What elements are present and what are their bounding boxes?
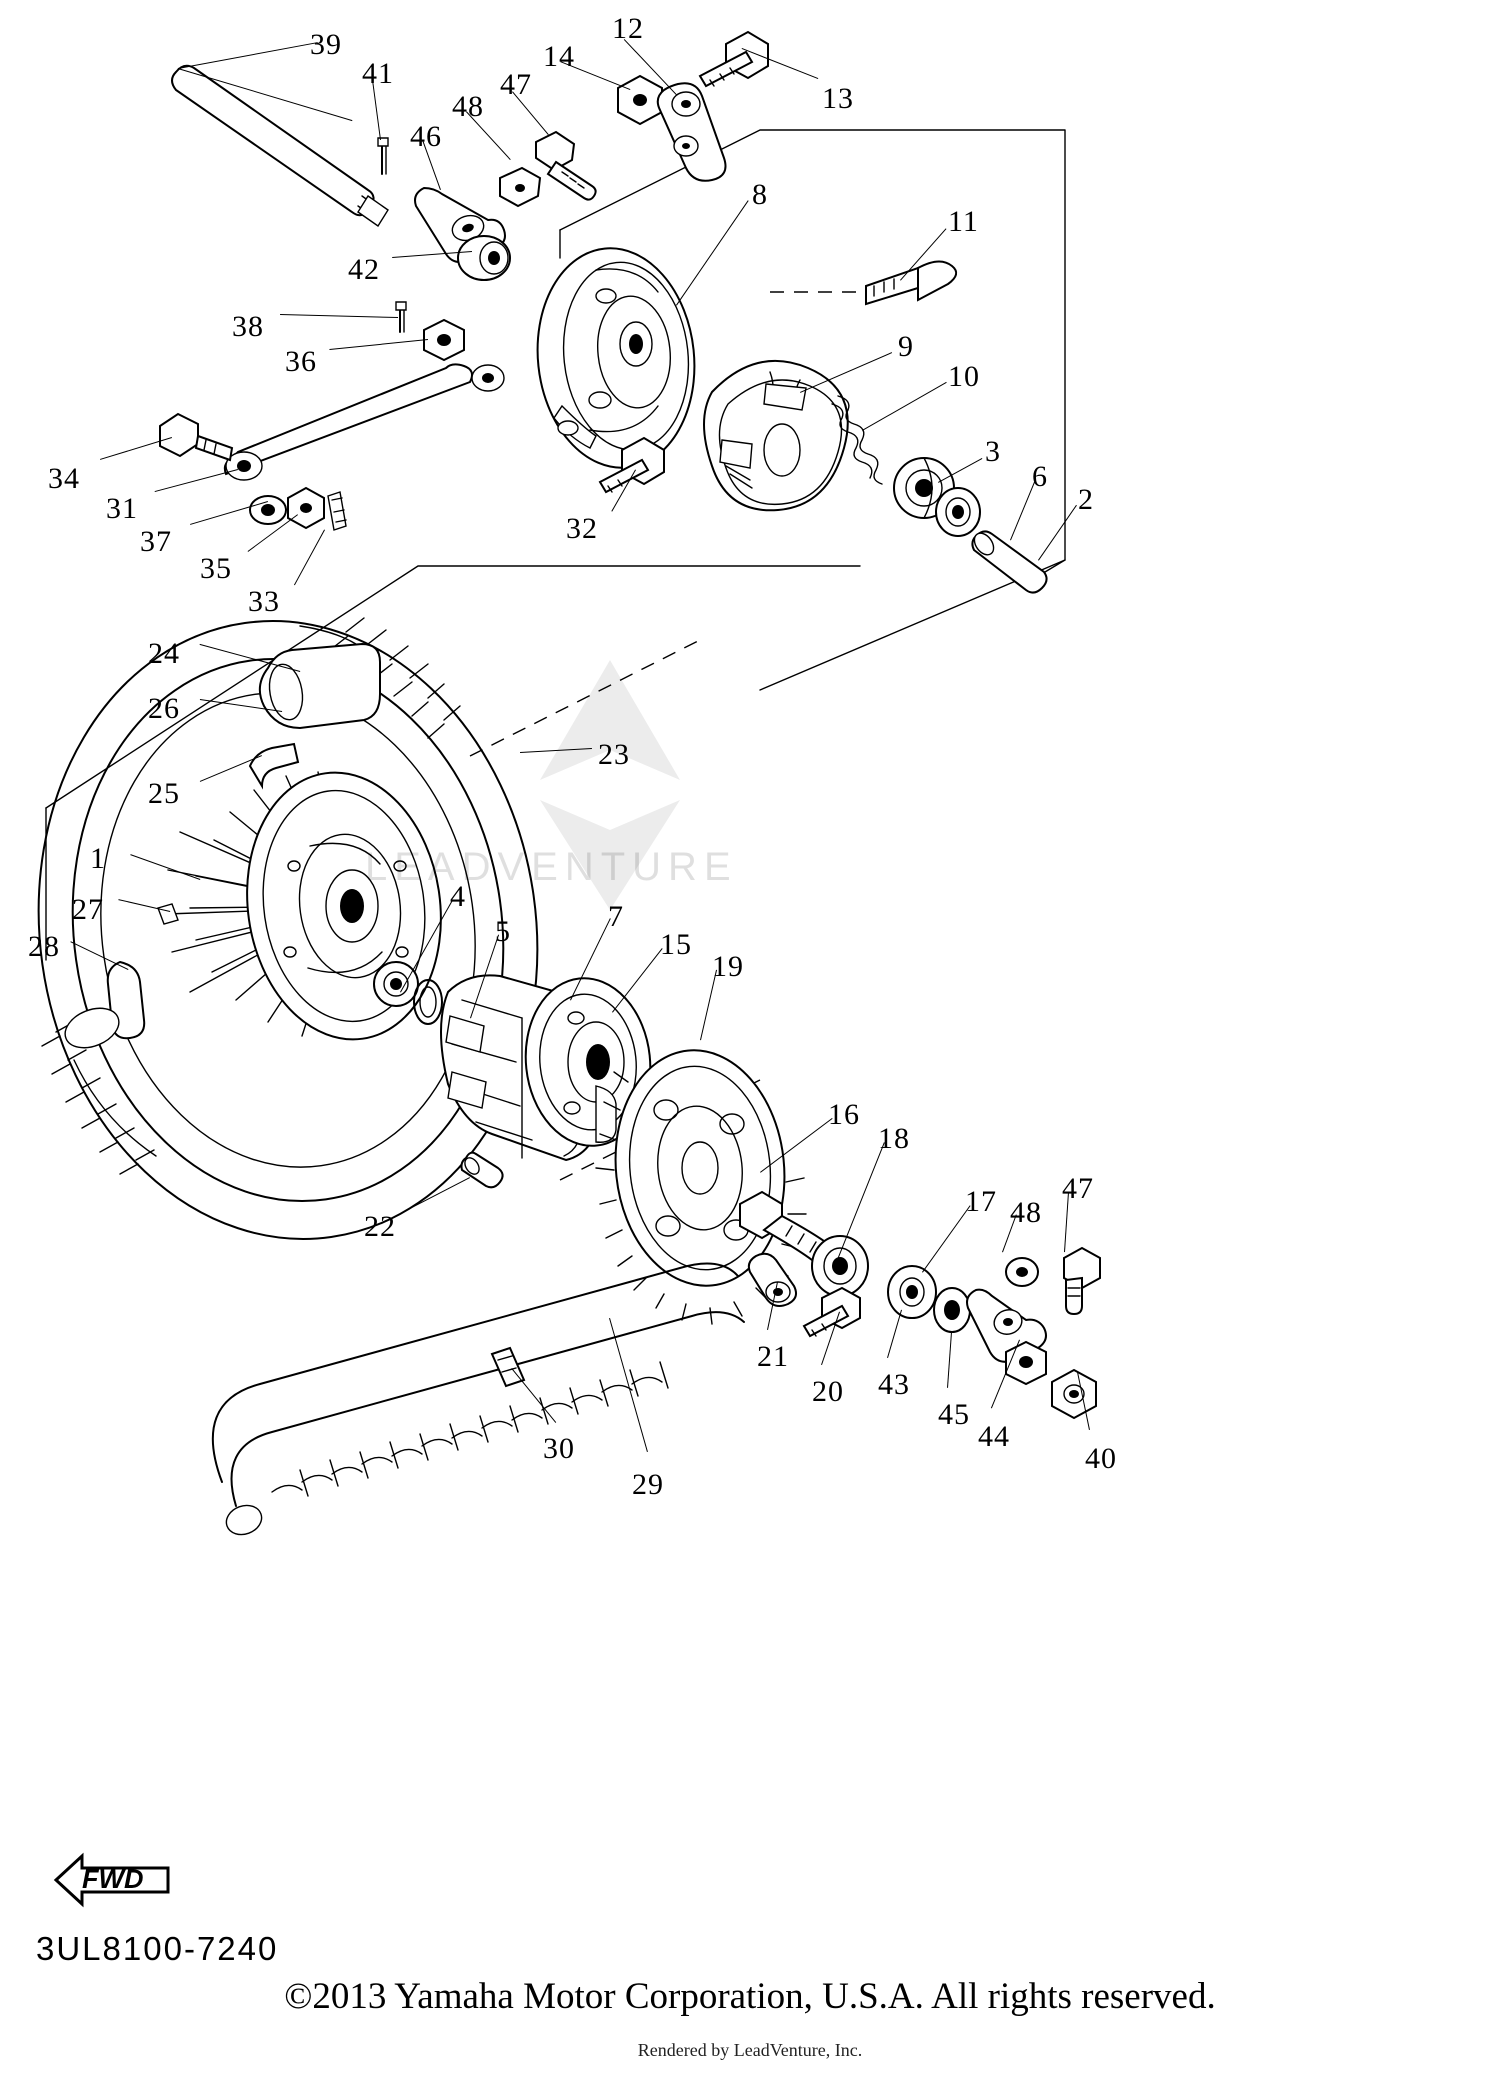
callout-31[interactable]: 31 — [106, 492, 138, 525]
callout-16[interactable]: 16 — [828, 1098, 860, 1131]
part-44-nut — [1006, 1342, 1046, 1384]
callout-39[interactable]: 39 — [310, 28, 342, 61]
callout-47[interactable]: 47 — [500, 68, 532, 101]
callout-43[interactable]: 43 — [878, 1368, 910, 1401]
callout-18[interactable]: 18 — [878, 1122, 910, 1155]
callout-29[interactable]: 29 — [632, 1468, 664, 1501]
part-24-drum-cover — [250, 644, 380, 786]
fwd-label: FWD — [82, 1864, 144, 1894]
part-48-washer — [500, 168, 540, 206]
part-13-bolt — [700, 32, 768, 86]
part-41-cotter-pin — [378, 138, 388, 174]
part-47-bolt-right — [1064, 1248, 1100, 1314]
callout-33[interactable]: 33 — [248, 585, 280, 618]
callout-10[interactable]: 10 — [948, 360, 980, 393]
callout-24[interactable]: 24 — [148, 637, 180, 670]
callout-46[interactable]: 46 — [410, 120, 442, 153]
callout-23[interactable]: 23 — [598, 738, 630, 771]
callout-2[interactable]: 2 — [1078, 483, 1094, 516]
callout-45[interactable]: 45 — [938, 1398, 970, 1431]
part-14-nut — [618, 76, 662, 124]
part-12-brake-arm — [658, 83, 726, 181]
fwd-direction-marker — [52, 1850, 172, 1910]
diagram-part-number: 3UL8100-7240 — [36, 1930, 279, 1967]
watermark-text: LEADVENTURE — [365, 845, 738, 889]
callout-12[interactable]: 12 — [612, 12, 644, 45]
callout-4[interactable]: 4 — [450, 880, 466, 913]
part-28-rim-band — [59, 962, 144, 1055]
rendered-by-notice: Rendered by LeadVenture, Inc. — [637, 2040, 863, 2060]
part-33-clip — [328, 492, 346, 530]
part-8-brake-backing-plate — [527, 240, 705, 475]
callout-5[interactable]: 5 — [495, 915, 511, 948]
callout-17[interactable]: 17 — [965, 1185, 997, 1218]
callout-19[interactable]: 19 — [712, 950, 744, 983]
callout-11[interactable]: 11 — [948, 205, 979, 238]
part-37-collar — [250, 496, 286, 524]
part-47-bolt-upper — [536, 132, 596, 200]
callout-38[interactable]: 38 — [232, 310, 264, 343]
callout-47b[interactable]: 47 — [1062, 1172, 1094, 1205]
part-9-brake-shoe-set — [704, 361, 848, 510]
callout-40[interactable]: 40 — [1085, 1442, 1117, 1475]
callout-44[interactable]: 44 — [978, 1420, 1010, 1453]
part-4-bearing — [374, 962, 418, 1006]
callout-25[interactable]: 25 — [148, 777, 180, 810]
copyright-notice: ©2013 Yamaha Motor Corporation, U.S.A. All rights reserved. — [284, 1976, 1216, 2017]
part-22-collar — [462, 1153, 503, 1188]
part-27-spoke-nipple — [158, 904, 178, 924]
part-43-washer — [888, 1266, 936, 1318]
callout-7[interactable]: 7 — [608, 900, 624, 933]
part-48-washer-right — [1006, 1258, 1038, 1286]
callout-14[interactable]: 14 — [543, 40, 575, 73]
callout-26[interactable]: 26 — [148, 692, 180, 725]
callout-42[interactable]: 42 — [348, 253, 380, 286]
part-40-nut — [1052, 1370, 1096, 1418]
part-6-oil-seal — [936, 488, 980, 536]
callout-34[interactable]: 34 — [48, 462, 80, 495]
callout-20[interactable]: 20 — [812, 1375, 844, 1408]
part-18-bearing — [812, 1236, 868, 1296]
part-29-drive-chain — [213, 1264, 744, 1540]
part-35-nut — [288, 488, 324, 528]
part-2-wheel-collar — [970, 530, 1046, 593]
callout-41[interactable]: 41 — [362, 57, 394, 90]
callout-36[interactable]: 36 — [285, 345, 317, 378]
callout-1[interactable]: 1 — [90, 842, 106, 875]
part-36-nut — [424, 320, 464, 360]
part-42-bushing — [458, 236, 510, 280]
callout-9[interactable]: 9 — [898, 330, 914, 363]
part-45-spacer — [934, 1288, 970, 1332]
callout-8[interactable]: 8 — [752, 178, 768, 211]
part-30-master-link — [492, 1348, 524, 1386]
callout-48[interactable]: 48 — [452, 90, 484, 123]
callout-37[interactable]: 37 — [140, 525, 172, 558]
callout-13[interactable]: 13 — [822, 82, 854, 115]
callout-21[interactable]: 21 — [757, 1340, 789, 1373]
callout-27[interactable]: 27 — [72, 893, 104, 926]
callout-28[interactable]: 28 — [28, 930, 60, 963]
callout-22[interactable]: 22 — [364, 1210, 396, 1243]
callout-32[interactable]: 32 — [566, 512, 598, 545]
callout-35[interactable]: 35 — [200, 552, 232, 585]
part-39-axle-shaft — [172, 66, 388, 226]
part-torque-rod — [225, 364, 504, 480]
callout-6[interactable]: 6 — [1032, 460, 1048, 493]
callout-15[interactable]: 15 — [660, 928, 692, 961]
callout-3[interactable]: 3 — [985, 435, 1001, 468]
callout-30[interactable]: 30 — [543, 1432, 575, 1465]
callout-48b[interactable]: 48 — [1010, 1196, 1042, 1229]
